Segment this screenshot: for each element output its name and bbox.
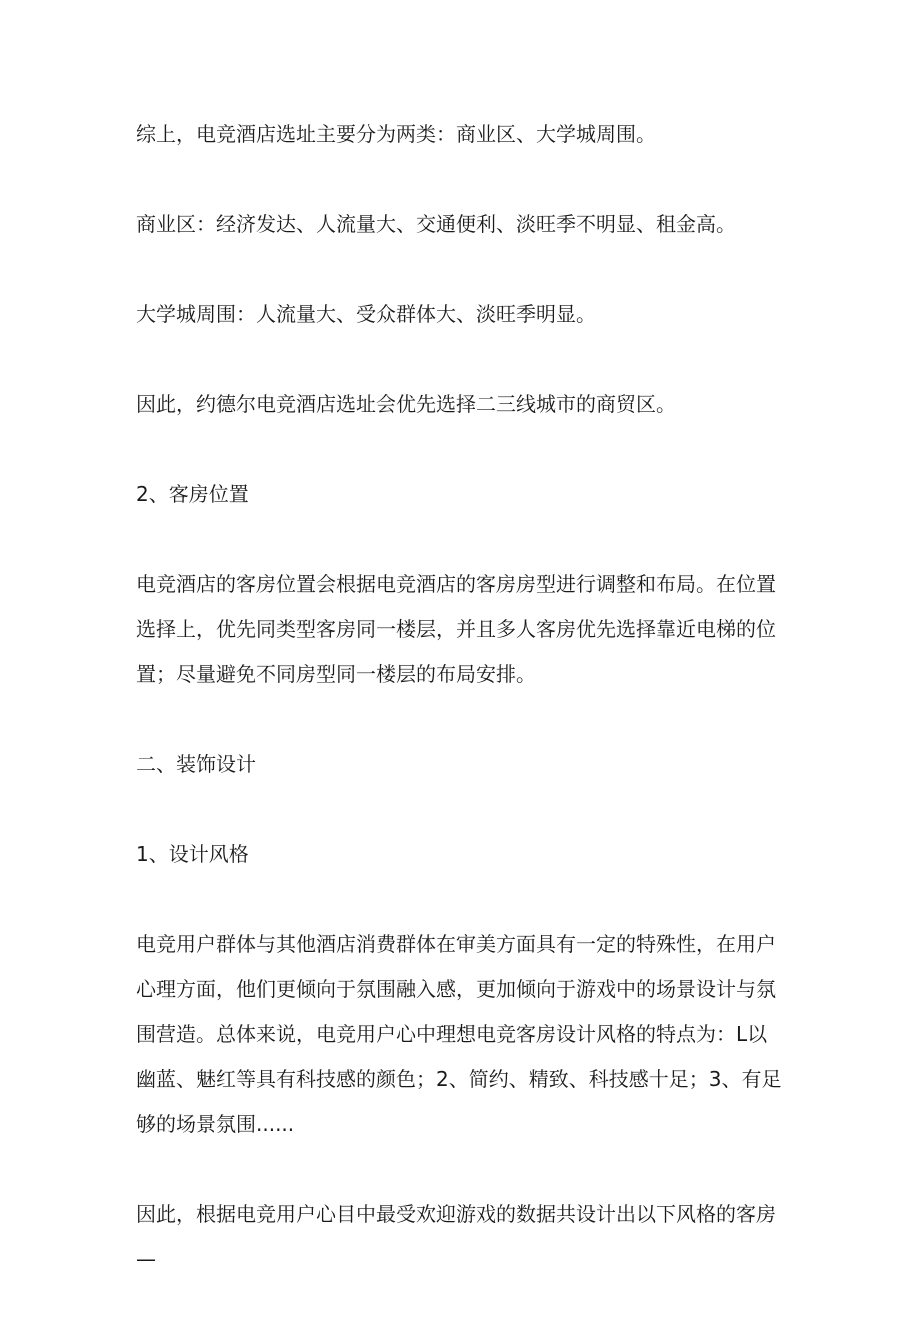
paragraph-design-style xyxy=(136,922,792,1147)
text-line: 围营造。总体来说，电竞用户心中理想电竞客房设计风格的特点为：L以 xyxy=(136,1022,768,1046)
text-line: 幽蓝、魅红等具有科技感的颜色；2、简约、精致、科技感十足；3、有足 xyxy=(136,1067,782,1091)
text-line: 够的场景氛围...... xyxy=(136,1112,295,1136)
text-line: 综上，电竞酒店选址主要分为两类：商业区、大学城周围。 xyxy=(136,122,656,146)
text-line: 心理方面，他们更倾向于氛围融入感，更加倾向于游戏中的场景设计与氛 xyxy=(136,977,776,1001)
text-line: — xyxy=(136,1247,156,1271)
paragraph-room-location xyxy=(136,562,792,697)
text-line: 置；尽量避免不同房型同一楼层的布局安排。 xyxy=(136,662,536,686)
paragraph-site-summary xyxy=(136,112,792,157)
text-line: 选择上，优先同类型客房同一楼层，并且多人客房优先选择靠近电梯的位 xyxy=(136,617,776,641)
heading-design-style xyxy=(136,832,792,877)
text-line: 电竞酒店的客房位置会根据电竞酒店的客房房型进行调整和布局。在位置 xyxy=(136,572,776,596)
text-line: 商业区：经济发达、人流量大、交通便利、淡旺季不明显、租金高。 xyxy=(136,212,736,236)
paragraph-style-conclusion xyxy=(136,1192,792,1282)
heading-room-location xyxy=(136,472,792,517)
text-line: 大学城周围：人流量大、受众群体大、淡旺季明显。 xyxy=(136,302,596,326)
heading-text: 2、客房位置 xyxy=(136,482,249,506)
heading-decoration-design xyxy=(136,742,792,787)
paragraph-commercial-area xyxy=(136,202,792,247)
text-line: 电竞用户群体与其他酒店消费群体在审美方面具有一定的特殊性，在用户 xyxy=(136,932,776,956)
heading-text: 1、设计风格 xyxy=(136,842,249,866)
text-line: 因此，根据电竞用户心目中最受欢迎游戏的数据共设计出以下风格的客房 xyxy=(136,1202,776,1226)
text-line: 因此，约德尔电竞酒店选址会优先选择二三线城市的商贸区。 xyxy=(136,392,676,416)
paragraph-site-conclusion xyxy=(136,382,792,427)
document-body xyxy=(136,112,792,1327)
heading-text: 二、装饰设计 xyxy=(136,752,256,776)
paragraph-university-area xyxy=(136,292,792,337)
